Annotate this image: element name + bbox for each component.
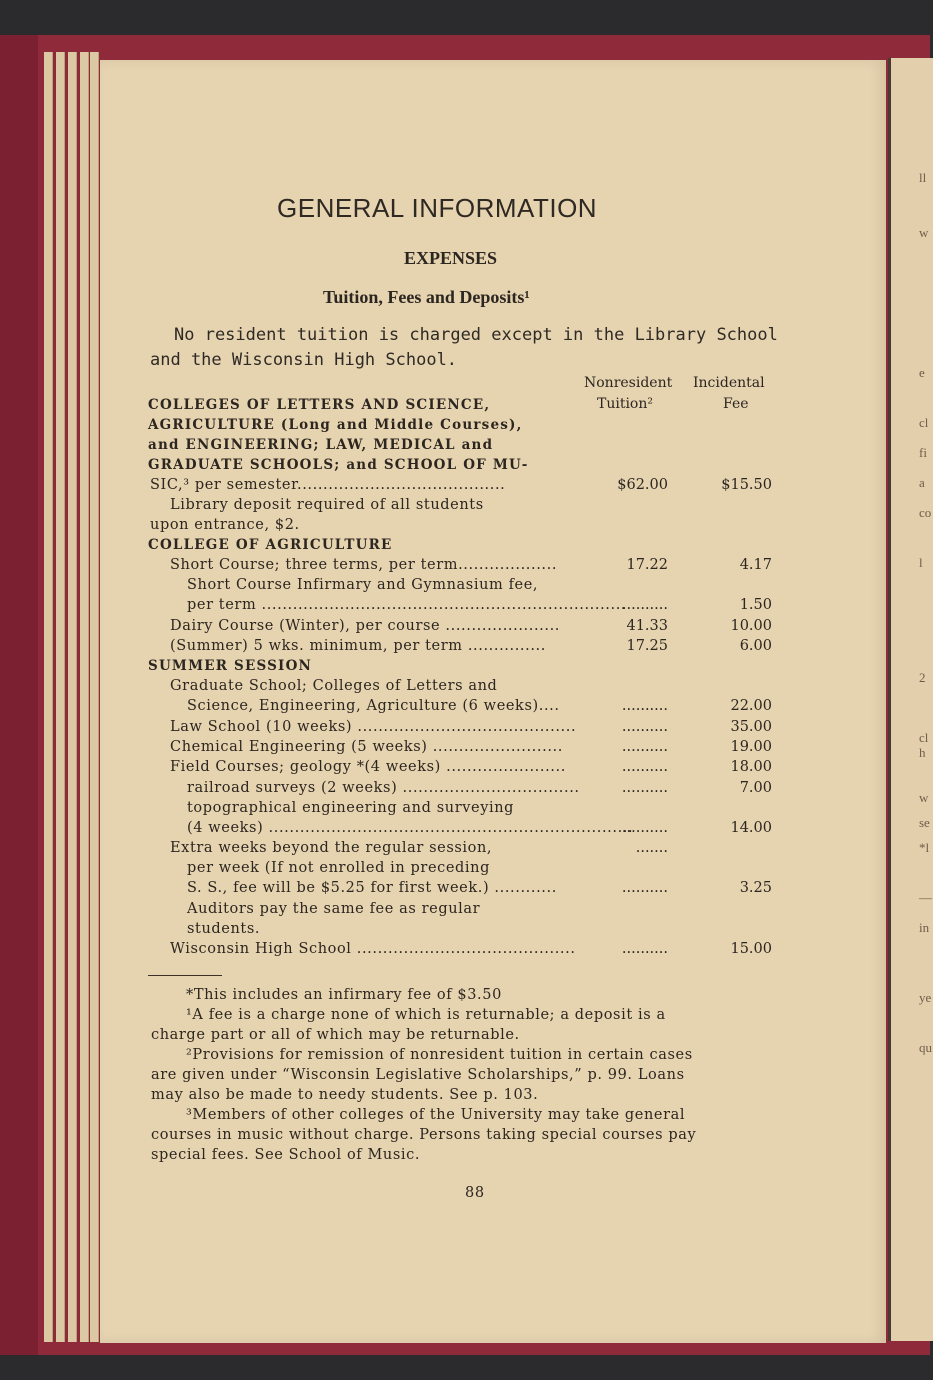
facing-page-fragment: cl [919,730,929,745]
incidental-fee-cell: 10.00 [730,618,772,634]
facing-page-fragment: fi [919,445,927,460]
table-row-label: Wisconsin High School .......................................... [170,941,576,957]
table-row-label: (4 weeks) ...................................................................... [187,820,634,836]
book-spine-edge [0,35,38,1355]
table-row-label: Graduate School; Colleges of Letters and [170,678,498,694]
tuition-cell: 17.25 [626,638,668,654]
footnote-line: may also be made to needy students. See p. 103. [151,1087,539,1103]
incidental-fee-cell: 3.25 [739,880,772,896]
footnote-line: *This includes an infirmary fee of $3.50 [186,987,502,1003]
page-stack-edge [44,52,53,1342]
table-row-label: per term ...................................................................... [187,597,627,613]
footnote-line: charge part or all of which may be returnable. [151,1027,520,1043]
incidental-fee-cell: 7.00 [739,780,772,796]
table-row-label: Library deposit required of all students [170,497,484,513]
subsection-heading: Tuition, Fees and Deposits¹ [323,287,530,307]
table-row-label: S. S., fee will be $5.25 for first week.) ............ [187,880,557,896]
table-section-heading: GRADUATE SCHOOLS; and SCHOOL OF MU- [148,457,529,473]
incidental-fee-cell: $15.50 [721,477,772,493]
table-section-heading: AGRICULTURE (Long and Middle Courses), [148,417,523,433]
incidental-fee-cell: 19.00 [730,739,772,755]
incidental-fee-cell: 4.17 [739,557,772,573]
table-row-label: (Summer) 5 wks. minimum, per term ............... [170,638,546,654]
table-row-label: Auditors pay the same fee as regular [187,901,481,917]
table-row-label: topographical engineering and surveying [187,800,515,816]
footnote-rule [148,975,222,976]
tuition-cell: .......... [621,820,668,836]
intro-line: No resident tuition is charged except in the Library School [174,325,778,345]
table-row-label: Field Courses; geology *(4 weeks) ....................... [170,759,566,775]
page-stack-edge [80,52,89,1342]
column-header-incidental: Incidental [693,375,765,391]
facing-page-fragment: e [919,365,925,380]
facing-page [888,58,933,1341]
tuition-cell: .......... [621,719,668,735]
page-stack-edge [68,52,77,1342]
facing-page-fragment: in [919,920,930,935]
intro-line: and the Wisconsin High School. [150,350,458,370]
table-row-label: students. [187,921,261,937]
page-title: GENERAL INFORMATION [277,193,598,223]
facing-page-fragment: ll [919,170,927,185]
footnote-line: special fees. See School of Music. [151,1147,421,1163]
facing-page-fragment: cl [919,415,929,430]
facing-page-fragment: h [919,745,926,760]
tuition-cell: .......... [621,597,668,613]
incidental-fee-cell: 15.00 [730,941,772,957]
page-stack-edge [56,52,65,1342]
facing-page-fragment: w [919,790,929,805]
table-row-label: Extra weeks beyond the regular session, [170,840,493,856]
footnote-line: ³Members of other colleges of the University may take general [186,1107,686,1123]
table-row-label: Dairy Course (Winter), per course ...................... [170,618,561,634]
tuition-cell: .......... [621,739,668,755]
facing-page-fragment: ye [919,990,932,1005]
incidental-fee-cell: 6.00 [739,638,772,654]
table-row-label: Chemical Engineering (5 weeks) ......................... [170,739,563,755]
incidental-fee-cell: 18.00 [730,759,772,775]
table-row-label: railroad surveys (2 weeks) .................................. [187,780,580,796]
facing-page-fragment: 2 [919,670,926,685]
facing-page-fragment: se [919,815,930,830]
tuition-cell: 17.22 [626,557,668,573]
table-row-label: Law School (10 weeks) .......................................... [170,719,577,735]
table-section-heading: COLLEGES OF LETTERS AND SCIENCE, [148,397,491,413]
footnote-line: ¹A fee is a charge none of which is returnable; a deposit is a [186,1007,666,1023]
tuition-cell: .......... [621,880,668,896]
facing-page-fragment: qu [919,1040,932,1055]
incidental-fee-cell: 14.00 [730,820,772,836]
tuition-cell: $62.00 [617,477,668,493]
page-number: 88 [465,1185,485,1201]
section-heading: EXPENSES [404,248,498,268]
incidental-fee-cell: 1.50 [739,597,772,613]
facing-page-fragment: *l [919,840,930,855]
table-row-label: upon entrance, $2. [150,517,300,533]
table-row-label: Science, Engineering, Agriculture (6 weeks).... [187,698,560,714]
tuition-cell: ....... [635,840,668,856]
incidental-fee-cell: 35.00 [730,719,772,735]
facing-page-fragment: w [919,225,929,240]
table-section-heading: and ENGINEERING; LAW, MEDICAL and [148,437,494,453]
tuition-cell: 41.33 [626,618,668,634]
table-row-label: per week (If not enrolled in preceding [187,860,490,876]
facing-page-fragment: — [919,890,932,905]
tuition-cell: .......... [621,698,668,714]
column-header-incidental: Fee [723,396,749,412]
column-header-nonresident: Nonresident [584,375,673,391]
table-row-label: Short Course Infirmary and Gymnasium fee, [187,577,539,593]
page-stack-edge [90,52,99,1342]
table-row-label: Short Course; three terms, per term................... [170,557,558,573]
facing-page-fragment: co [919,505,932,520]
footnote-line: ²Provisions for remission of nonresident tuition in certain cases [186,1047,693,1063]
footnote-line: courses in music without charge. Persons taking special courses pay [151,1127,697,1143]
tuition-cell: .......... [621,759,668,775]
incidental-fee-cell: 22.00 [730,698,772,714]
facing-page-fragment: l [919,555,923,570]
footnote-line: are given under “Wisconsin Legislative Scholarships,” p. 99. Loans [151,1067,685,1083]
tuition-cell: .......... [621,780,668,796]
facing-page-fragment: a [919,475,925,490]
table-section-heading: COLLEGE OF AGRICULTURE [148,537,393,553]
column-header-nonresident: Tuition² [597,396,653,412]
table-section-heading: SUMMER SESSION [148,658,313,674]
tuition-cell: .......... [621,941,668,957]
table-row-label: SIC,³ per semester........................................ [150,477,506,493]
